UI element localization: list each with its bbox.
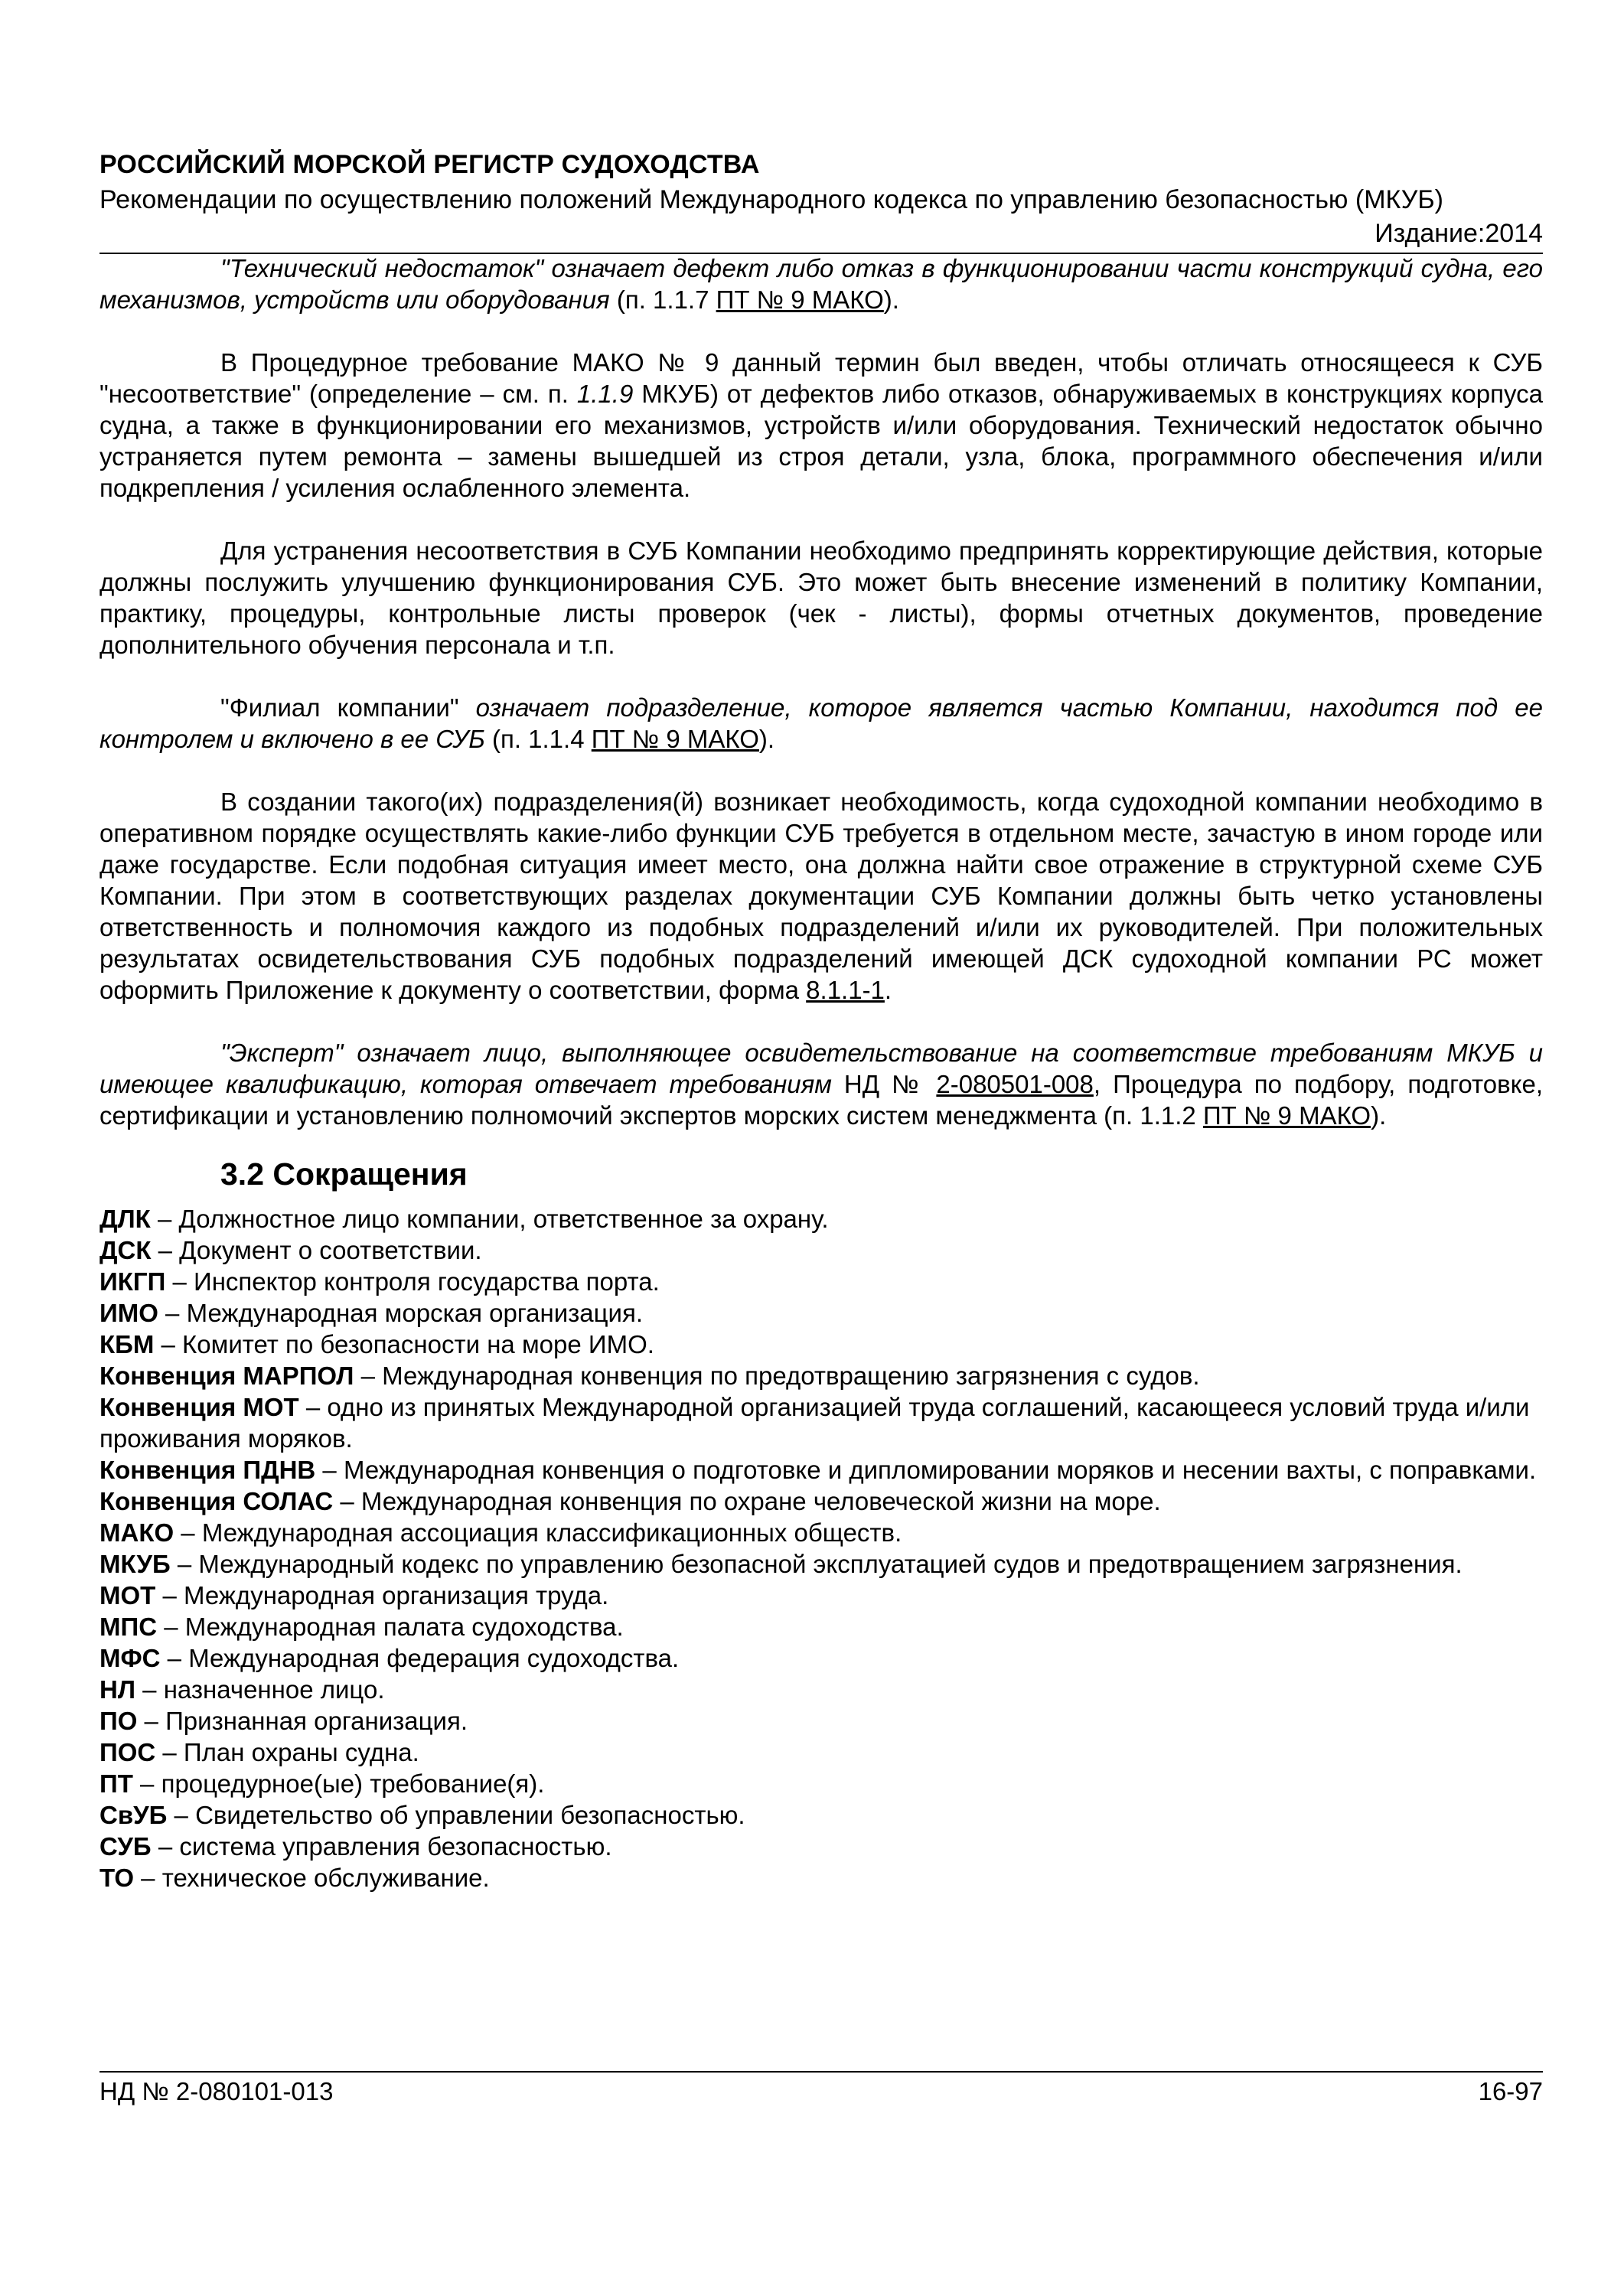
paragraph-procedural-requirement bbox=[99, 347, 1543, 504]
reference-prefix: (п. 1.1.7 bbox=[609, 285, 716, 314]
abbreviation-definition: – процедурное(ые) требование(я). bbox=[132, 1769, 545, 1798]
abbreviation-definition: – Признанная организация. bbox=[137, 1707, 468, 1735]
document-body bbox=[99, 253, 1543, 1893]
abbreviation-term: Конвенция МОТ bbox=[99, 1393, 299, 1421]
abbreviation-item bbox=[99, 1799, 1543, 1831]
abbreviation-definition: – Международный кодекс по управлению безопасной эксплуатацией судов и предотвращением загрязнения. bbox=[170, 1550, 1463, 1578]
abbreviation-definition: – Комитет по безопасности на море ИМО. bbox=[154, 1330, 654, 1358]
paragraph-text: В Процедурное требование МАКО № 9 данный термин был введен, чтобы отличать относящееся к СУБ "несоответствие" (определение – см. п. bbox=[99, 348, 1543, 408]
header-subtitle: Рекомендации по осуществлению положений Международного кодекса по управлению безопасностью (МКУБ) bbox=[99, 185, 1443, 214]
abbreviation-item bbox=[99, 1266, 1543, 1297]
paragraph-text: ). bbox=[1371, 1101, 1387, 1130]
abbreviation-item bbox=[99, 1360, 1543, 1391]
link-form-8-1-1-1[interactable]: 8.1.1-1 bbox=[806, 976, 885, 1004]
abbreviation-term: КБМ bbox=[99, 1330, 155, 1358]
link-pt9-mako[interactable]: ПТ № 9 МАКО bbox=[1202, 1101, 1371, 1130]
definition-italic: "Эксперт" означает лицо, выполняющее освидетельствование на соответствие требованиям МКУБ и имеющее квалификацию, которая отвечает требованиям bbox=[99, 1039, 1543, 1098]
abbreviation-term: ДЛК bbox=[99, 1205, 151, 1233]
abbreviation-definition: – Международная морская организация. bbox=[158, 1299, 644, 1327]
abbreviation-term: МАКО bbox=[99, 1518, 174, 1547]
definition-italic: "Технический недостаток" означает дефект либо отказ в функционировании части конструкций судна, его механизмов, устройств или оборудования bbox=[99, 254, 1543, 314]
abbreviation-term: МПС bbox=[99, 1613, 158, 1641]
reference-suffix: ). bbox=[758, 725, 775, 753]
abbreviation-definition: – Международная организация труда. bbox=[155, 1581, 609, 1609]
abbreviation-term: НЛ bbox=[99, 1675, 135, 1704]
abbreviation-term: МОТ bbox=[99, 1581, 156, 1609]
footer-page-number: 16-97 bbox=[1478, 2077, 1543, 2105]
abbreviation-item bbox=[99, 1486, 1543, 1517]
abbreviation-definition: – Международная конвенция по охране человеческой жизни на море. bbox=[333, 1487, 1161, 1515]
abbreviation-definition: – Инспектор контроля государства порта. bbox=[165, 1267, 660, 1296]
paragraph-text: , Процедура по подбору, подготовке, сертификации и установлению полномочий экспертов морских систем менеджмента (п. 1.1.2 bbox=[99, 1070, 1543, 1130]
paragraph-text: МКУБ) от дефектов либо отказов, обнаруживаемых в конструкциях корпуса судна, а также в функционировании его механизмов, устройств и/или оборудования. Технический недостаток обычно устраняется путем ремонта – замены вышедшей из строя детали, узла, блока, программного обеспечения и/или подкрепления / усиления ослабленного элемента. bbox=[99, 380, 1543, 502]
reference-suffix: ). bbox=[883, 285, 899, 314]
abbreviation-item bbox=[99, 1642, 1543, 1674]
abbreviation-term: ПО bbox=[99, 1707, 138, 1735]
header-organization: РОССИЙСКИЙ МОРСКОЙ РЕГИСТР СУДОХОДСТВА bbox=[99, 150, 760, 179]
abbreviation-item bbox=[99, 1705, 1543, 1737]
link-pt9-mako[interactable]: ПТ № 9 МАКО bbox=[716, 285, 884, 314]
abbreviation-term: Конвенция МАРПОЛ bbox=[99, 1362, 354, 1390]
footer-document-number: НД № 2-080101-013 bbox=[99, 2077, 334, 2105]
abbreviation-definition: – Международная конвенция о подготовке и дипломировании моряков и несении вахты, с поправками. bbox=[315, 1456, 1537, 1484]
abbreviation-item bbox=[99, 1768, 1543, 1799]
abbreviation-item bbox=[99, 1454, 1543, 1486]
term: "Филиал компании" bbox=[220, 693, 459, 722]
abbreviation-definition: – Свидетельство об управлении безопасностью. bbox=[167, 1801, 745, 1829]
abbreviation-definition: – Должностное лицо компании, ответственное за охрану. bbox=[150, 1205, 829, 1233]
abbreviation-item bbox=[99, 1234, 1543, 1266]
abbreviation-term: ТО bbox=[99, 1864, 135, 1892]
header-edition: Издание:2014 bbox=[1375, 219, 1543, 248]
definition-italic: означает подразделение, которое является частью Компании, находится под ее контролем и включено в ее СУБ bbox=[99, 693, 1543, 753]
abbreviation-term: Конвенция СОЛАС bbox=[99, 1487, 334, 1515]
abbreviation-definition: – одно из принятых Международной организацией труда соглашений, касающееся условий труда и/или проживания моряков. bbox=[99, 1393, 1530, 1453]
abbreviation-item bbox=[99, 1580, 1543, 1611]
abbreviation-term: ДСК bbox=[99, 1236, 152, 1264]
paragraph-expert bbox=[99, 1037, 1543, 1131]
abbreviation-term: МКУБ bbox=[99, 1550, 171, 1578]
abbreviation-term: СвУБ bbox=[99, 1801, 168, 1829]
section-heading-abbreviations: 3.2 Сокращения bbox=[220, 1156, 468, 1192]
abbreviation-term: МФС bbox=[99, 1644, 161, 1672]
abbreviation-item bbox=[99, 1737, 1543, 1768]
link-pt9-mako[interactable]: ПТ № 9 МАКО bbox=[591, 725, 759, 753]
abbreviations-list bbox=[99, 1203, 1543, 1893]
footer-divider bbox=[99, 2071, 1543, 2073]
abbreviation-item bbox=[99, 1611, 1543, 1642]
abbreviation-definition: – назначенное лицо. bbox=[135, 1675, 385, 1704]
abbreviation-definition: – План охраны судна. bbox=[155, 1738, 419, 1766]
abbreviation-term: ПТ bbox=[99, 1769, 133, 1798]
abbreviation-definition: – Документ о соответствии. bbox=[151, 1236, 482, 1264]
abbreviation-definition: – Международная федерация судоходства. bbox=[160, 1644, 680, 1672]
abbreviation-item bbox=[99, 1391, 1543, 1454]
abbreviation-item bbox=[99, 1831, 1543, 1862]
abbreviation-definition: – Международная конвенция по предотвращению загрязнения с судов. bbox=[354, 1362, 1200, 1390]
abbreviation-term: ИКГП bbox=[99, 1267, 166, 1296]
paragraph-text: В создании такого(их) подразделения(й) возникает необходимость, когда судоходной компании необходимо в оперативном порядке осуществлять какие-либо функции СУБ требуется в отдельном месте, зачастую в ином городе или даже государстве. Если подобная ситуация имеет место, она должна найти свое отражение в структурной схеме СУБ Компании. При этом в соответствующих разделах документации СУБ Компании должны быть четко установлены ответственность и полномочия каждого из подобных подразделений и/или их руководителей. При положительных результатах освидетельствования СУБ подобных подразделений имеющей ДСК судоходной компании РС может оформить Приложение к документу о соответствии, форма bbox=[99, 788, 1543, 1004]
abbreviation-term: ПОС bbox=[99, 1738, 156, 1766]
paragraph-company-branch bbox=[99, 692, 1543, 755]
abbreviation-item bbox=[99, 1548, 1543, 1580]
abbreviation-item bbox=[99, 1297, 1543, 1329]
paragraph-technical-defect bbox=[99, 253, 1543, 315]
abbreviation-item bbox=[99, 1329, 1543, 1360]
abbreviation-term: Конвенция ПДНВ bbox=[99, 1456, 316, 1484]
paragraph-branch-creation bbox=[99, 786, 1543, 1006]
paragraph-text: . bbox=[884, 976, 892, 1004]
paragraph-text: НД № bbox=[831, 1070, 937, 1098]
abbreviation-item bbox=[99, 1862, 1543, 1893]
abbreviation-item bbox=[99, 1517, 1543, 1548]
clause-ref: 1.1.9 bbox=[576, 380, 634, 408]
link-nd-2-080501-008[interactable]: 2-080501-008 bbox=[936, 1070, 1094, 1098]
abbreviation-term: СУБ bbox=[99, 1832, 152, 1861]
abbreviation-definition: – Международная ассоциация классификационных обществ. bbox=[174, 1518, 902, 1547]
paragraph-corrective-actions: Для устранения несоответствия в СУБ Компании необходимо предпринять корректирующие действия, которые должны послужить улучшению функционирования СУБ. Это может быть внесение изменений в политику Компании, практику, процедуры, контрольные листы проверок (чек - листы), формы отчетных документов, проведение дополнительного обучения персонала и т.п. bbox=[99, 536, 1543, 659]
abbreviation-definition: – Международная палата судоходства. bbox=[157, 1613, 624, 1641]
abbreviation-item bbox=[99, 1203, 1543, 1234]
abbreviation-item bbox=[99, 1674, 1543, 1705]
abbreviation-term: ИМО bbox=[99, 1299, 158, 1327]
abbreviation-definition: – техническое обслуживание. bbox=[134, 1864, 490, 1892]
abbreviation-definition: – система управления безопасностью. bbox=[151, 1832, 612, 1861]
reference-prefix: (п. 1.1.4 bbox=[484, 725, 592, 753]
